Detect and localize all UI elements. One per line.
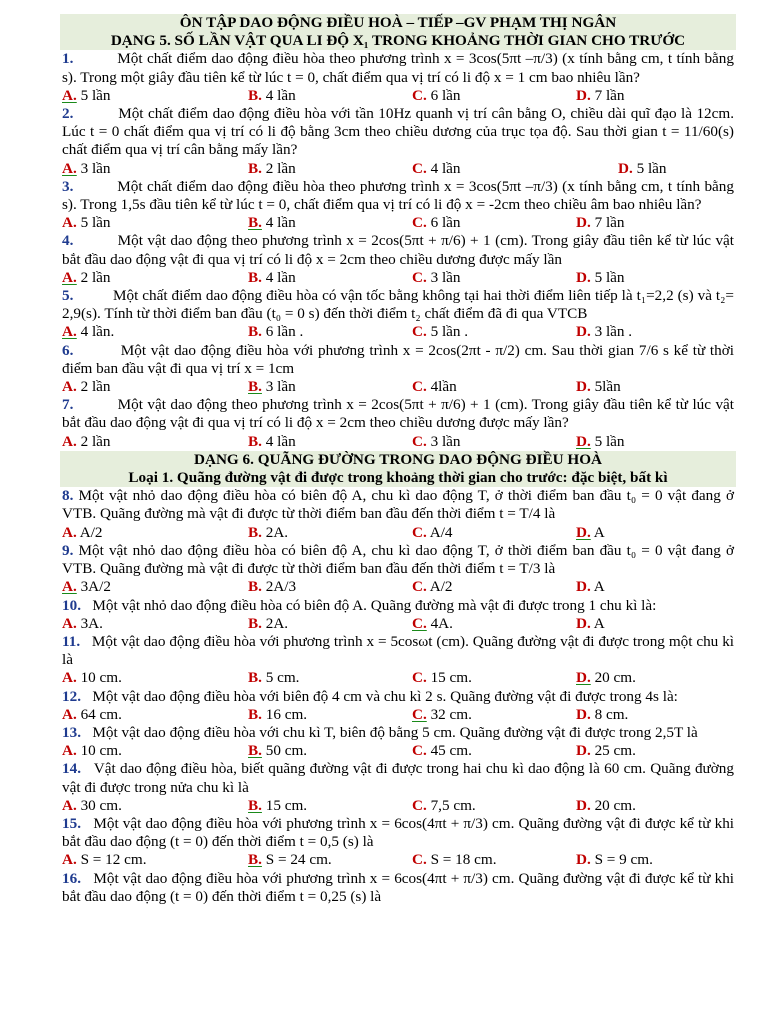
question-3 xyxy=(62,178,734,214)
option-a: A. 5 lần xyxy=(62,214,111,232)
option-c: C. A/4 xyxy=(412,523,453,541)
option-a: A. 64 cm. xyxy=(62,705,122,723)
question-number: 13. xyxy=(62,723,81,741)
option-b: B. 4 lần xyxy=(248,214,296,232)
question-number: 14. xyxy=(62,760,81,778)
option-c: C. 4lần xyxy=(412,378,457,396)
option-b: B. S = 24 cm. xyxy=(248,851,332,869)
option-d: D. A xyxy=(576,523,605,541)
question-text: Một chất điểm dao động điều hòa theo phương trình x = 3cos(5πt –π/3) (x tính bằng cm, t tính bằng s). Trong một giây đầu tiên kể từ lúc t = 0, chất điểm qua vị trí có li độ x = 1 cm bao nhiêu lần? xyxy=(62,50,734,86)
question-13 xyxy=(62,724,734,742)
option-c: C. 6 lần xyxy=(412,86,461,104)
answer-options xyxy=(62,378,734,396)
option-a: A. 10 cm. xyxy=(62,742,122,760)
question-number: 11. xyxy=(62,632,81,650)
option-b: B. 4 lần xyxy=(248,432,296,450)
answer-options xyxy=(62,160,734,178)
question-5 xyxy=(62,287,734,323)
question-number: 16. xyxy=(62,869,81,887)
question-text: Một vật dao động điều hòa với phương trình x = 5cosωt (cm). Quãng đường vật đi được trong một chu kì là xyxy=(62,632,735,669)
section-6-subheading: Loại 1. Quãng đường vật đi được trong khoảng thời gian cho trước: đặc biệt, bất kì xyxy=(60,469,736,487)
question-number: 4. xyxy=(62,232,74,250)
option-c: C. 32 cm. xyxy=(412,705,472,723)
answer-options xyxy=(62,742,734,760)
option-d: D. A xyxy=(576,614,605,632)
option-d: D. 5lần xyxy=(576,378,621,396)
question-text: Một vật dao động theo phương trình x = 2cos(5πt + π/6) + 1 (cm). Trong giây đầu tiên kể từ lúc vật bắt đầu dao động vật đi qua vị trí có li độ x = 2cm theo chiều dương được mấy lần? xyxy=(62,396,734,432)
question-7 xyxy=(62,396,734,432)
option-a: A. 2 lần xyxy=(62,268,111,286)
option-c: C. 15 cm. xyxy=(412,669,472,687)
question-text: Vật dao động điều hòa, biết quãng đường vật đi được trong hai chu kì dao động là 60 cm. Quãng đường vật đi được trong nửa chu kì là xyxy=(62,760,734,796)
option-d: D. 8 cm. xyxy=(576,705,629,723)
option-d: D. 20 cm. xyxy=(576,669,636,687)
section-6-heading: DẠNG 6. QUÃNG ĐƯỜNG TRONG DAO ĐỘNG ĐIỀU HOÀ xyxy=(60,451,736,469)
question-2 xyxy=(62,105,734,160)
option-a: A. 3A. xyxy=(62,614,103,632)
option-d: D. 5 lần xyxy=(576,432,625,450)
question-6 xyxy=(62,342,734,378)
option-d: D. 7 lần xyxy=(576,214,625,232)
option-b: B. 4 lần xyxy=(248,86,296,104)
option-b: B. 3 lần xyxy=(248,378,296,396)
answer-options xyxy=(62,669,734,687)
option-c: C. A/2 xyxy=(412,578,453,596)
question-number: 7. xyxy=(62,396,74,414)
answer-options xyxy=(62,214,734,232)
page-title: ÔN TẬP DAO ĐỘNG ĐIỀU HOÀ – TIẾP –GV PHẠM THỊ NGÂN xyxy=(60,14,736,32)
answer-options xyxy=(62,524,734,542)
answer-options xyxy=(62,323,734,341)
option-d: D. 7 lần xyxy=(576,86,625,104)
question-4 xyxy=(62,232,734,268)
question-text: Một vật dao động điều hòa với biên độ 4 cm và chu kì 2 s. Quãng đường vật đi được trong 4s là: xyxy=(92,687,678,705)
option-b: B. 15 cm. xyxy=(248,796,308,814)
question-number: 12. xyxy=(62,687,81,705)
option-d: D. 5 lần xyxy=(576,268,625,286)
question-9 xyxy=(62,542,734,578)
option-a: A. 3A/2 xyxy=(62,578,111,596)
option-c: C. 4A. xyxy=(412,614,453,632)
question-text: Một chất điểm dao động điều hòa theo phương trình x = 3cos(5πt –π/3) (x tính bằng cm, t tính bằng s). Trong 1,5s đầu tiên kể từ lúc t = 0, chất điểm qua vị trí có li độ x = -2cm theo chiều âm bao nhiêu lần? xyxy=(62,177,734,214)
option-c: C. S = 18 cm. xyxy=(412,851,497,869)
option-d: D. 20 cm. xyxy=(576,796,636,814)
question-16 xyxy=(62,870,734,906)
question-number: 9. xyxy=(62,541,74,559)
option-b: B. 50 cm. xyxy=(248,742,308,760)
answer-options xyxy=(62,851,734,869)
question-number: 1. xyxy=(62,50,74,68)
answer-options xyxy=(62,433,734,451)
option-d: D. 3 lần . xyxy=(576,323,633,341)
question-14 xyxy=(62,760,734,796)
option-b: B. 16 cm. xyxy=(248,705,308,723)
question-text: Một vật nhỏ dao động điều hòa có biên độ A, chu kì dao động T, ở thời điểm ban đầu t₀ = 0 vật đang ở VTB. Quãng đường mà vật đi được từ thời điểm ban đầu đến thời điểm t = T/4 là xyxy=(62,487,735,523)
option-a: A. 2 lần xyxy=(62,378,111,396)
option-b: B. 2A. xyxy=(248,523,289,541)
answer-options xyxy=(62,797,734,815)
option-a: A. 4 lần. xyxy=(62,323,115,341)
option-a: A. A/2 xyxy=(62,523,103,541)
question-number: 15. xyxy=(62,814,81,832)
question-number: 8. xyxy=(62,487,74,505)
question-number: 3. xyxy=(62,177,74,195)
option-c: C. 3 lần xyxy=(412,432,461,450)
option-c: C. 45 cm. xyxy=(412,742,472,760)
option-d: D. 25 cm. xyxy=(576,742,636,760)
question-text: Một vật dao động điều hòa với chu kì T, biên độ bằng 5 cm. Quãng đường vật đi được trong 2,5T là xyxy=(92,723,698,741)
question-8 xyxy=(62,487,734,523)
option-a: A. 5 lần xyxy=(62,86,111,104)
option-a: A. 30 cm. xyxy=(62,796,122,814)
question-number: 6. xyxy=(62,341,74,359)
option-d: D. A xyxy=(576,578,605,596)
answer-options xyxy=(62,269,734,287)
question-10 xyxy=(62,597,734,615)
option-b: B. 4 lần xyxy=(248,268,296,286)
section-5-heading: DẠNG 5. SỐ LẦN VẬT QUA LI ĐỘ X₁ TRONG KHOẢNG THỜI GIAN CHO TRƯỚC xyxy=(60,32,736,50)
question-text: Một vật dao động theo phương trình x = 2cos(5πt + π/6) + 1 (cm). Trong giây đầu tiên kể từ lúc vật bắt đầu dao động vật đi qua vị trí có li độ x = 2cm theo chiều dương được mấy lần xyxy=(62,232,734,268)
option-b: B. 2 lần xyxy=(248,159,296,177)
option-b: B. 6 lần . xyxy=(248,323,304,341)
option-a: A. S = 12 cm. xyxy=(62,851,147,869)
option-c: C. 6 lần xyxy=(412,214,461,232)
question-number: 5. xyxy=(62,287,74,305)
question-1 xyxy=(62,50,734,86)
option-b: B. 5 cm. xyxy=(248,669,300,687)
question-text: Một vật nhỏ dao động điều hòa có biên độ A. Quãng đường mà vật đi được trong 1 chu kì là: xyxy=(92,596,657,614)
question-number: 2. xyxy=(62,105,74,123)
question-15 xyxy=(62,815,734,851)
answer-options xyxy=(62,615,734,633)
option-b: B. 2A/3 xyxy=(248,578,297,596)
question-11 xyxy=(62,633,734,669)
option-a: A. 2 lần xyxy=(62,432,111,450)
option-c: C. 4 lần xyxy=(412,159,461,177)
option-d: D. S = 9 cm. xyxy=(576,851,653,869)
question-text: Một vật dao động điều hòa với phương trình x = 2cos(2πt - π/2) cm. Sau thời gian 7/6 s kể từ thời điểm ban đầu vật đi qua vị trí x = 1cm xyxy=(62,341,734,377)
answer-options xyxy=(62,578,734,596)
option-c: C. 5 lần . xyxy=(412,323,469,341)
option-b: B. 2A. xyxy=(248,614,289,632)
option-c: C. 3 lần xyxy=(412,268,461,286)
question-text: Một vật nhỏ dao động điều hòa có biên độ A, chu kì dao động T, ở thời điểm ban đầu t₀ = 0 vật đang ở VTB. Quãng đường mà vật đi được từ thời điểm ban đầu đến thời điểm t = T/3 là xyxy=(62,541,735,578)
answer-options xyxy=(62,706,734,724)
question-text: Một vật dao động điều hòa với phương trình x = 6cos(4πt + π/3) cm. Quãng đường vật đi được kể từ khi bắt đầu dao động (t = 0) đến thời điểm t = 0,5 (s) là xyxy=(62,814,735,851)
option-d: D. 5 lần xyxy=(618,159,667,177)
option-a: A. 3 lần xyxy=(62,159,111,177)
question-12 xyxy=(62,688,734,706)
question-text: Một vật dao động điều hòa với phương trình x = 6cos(4πt + π/3) cm. Quãng đường vật đi được kể từ khi bắt đầu dao động (t = 0) đến thời điểm t = 0,25 (s) là xyxy=(62,869,735,905)
question-number: 10. xyxy=(62,596,81,614)
question-text: Một chất điểm dao động điều hòa với tần 10Hz quanh vị trí cân bằng O, chiều dài quĩ đạo là 12cm. Lúc t = 0 chất điểm qua vị trí có li độ bằng 3cm theo chiều dương của trục tọa độ. Sau thời gian t = 11/60(s) chất điểm qua vị trí cân bằng mấy lần? xyxy=(62,105,735,159)
question-text: Một chất điểm dao động điều hòa có vận tốc bằng không tại hai thời điểm liên tiếp là t₁=2,2 (s) và t₂= 2,9(s). Tính từ thời điểm ban đầu (t₀ = 0 s) đến thời điểm t₂ chất điểm đã đi qua VTCB xyxy=(62,287,734,323)
answer-options xyxy=(62,87,734,105)
option-a: A. 10 cm. xyxy=(62,669,122,687)
option-c: C. 7,5 cm. xyxy=(412,796,476,814)
